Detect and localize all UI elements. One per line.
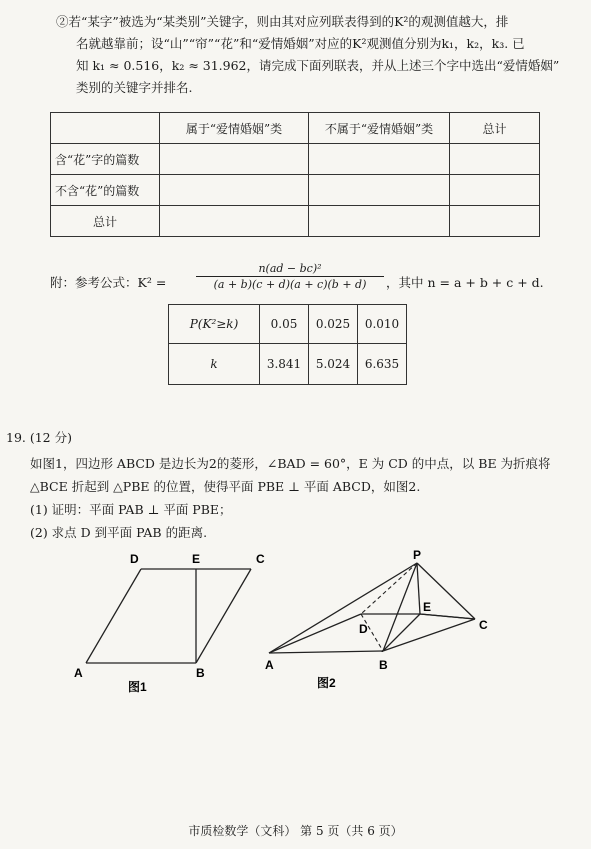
table-row: [51, 175, 540, 206]
table-row-label: P(K²≥k): [169, 305, 260, 344]
vertex-label-A: A: [265, 658, 274, 672]
table-cell: 6.635: [358, 344, 407, 385]
part2-line-1: ②若“某字”被选为“某类别”关键字，则由其对应列联表得到的K²的观测值越大，排: [56, 14, 509, 29]
part2-line-4: 类别的关键字并排名.: [76, 80, 193, 95]
table-row-label: 总计: [51, 206, 160, 237]
edge-CB: [196, 569, 251, 663]
edge-AB: [269, 651, 383, 653]
vertex-label-B: B: [196, 666, 205, 680]
page-footer: 市质检数学（文科） 第 5 页（共 6 页）: [188, 824, 403, 838]
table-row: [51, 206, 540, 237]
vertex-label-E: E: [423, 600, 432, 614]
part2-line-2: 名就越靠前；设“山”“帘”“花”和“爱情婚姻”对应的K²观测值分别为k₁，k₂，k₃. 已: [76, 36, 525, 51]
table-row-label: k: [169, 344, 260, 385]
vertex-label-D: D: [130, 552, 139, 566]
table-cell: [51, 113, 160, 144]
edge-EC: [420, 614, 475, 619]
question-19-line-1: 如图1，四边形 ABCD 是边长为2的菱形，∠BAD = 60°，E 为 CD 的中点，以 BE 为折痕将: [30, 456, 551, 471]
table-row-label: 含“花”字的篇数: [51, 144, 160, 175]
table-cell: [309, 175, 450, 206]
question-19-part-1: (1) 证明：平面 PAB ⊥ 平面 PBE；: [30, 502, 232, 517]
question-19-header: 19. (12 分): [6, 430, 72, 445]
figure-1-caption: 图1: [128, 680, 147, 694]
figure-2-folded-solid: [255, 545, 515, 695]
edge-AD: [269, 614, 361, 653]
edge-BP: [383, 563, 417, 651]
vertex-label-C: C: [479, 618, 488, 632]
formula-denominator: (a + b)(c + d)(a + c)(b + d): [213, 278, 367, 291]
table-cell: 5.024: [309, 344, 358, 385]
table-row: [51, 144, 540, 175]
vertex-label-E: E: [192, 552, 201, 566]
table-cell: 0.025: [309, 305, 358, 344]
formula-fraction: [196, 262, 384, 291]
table-cell: [309, 144, 450, 175]
table-cell: [160, 175, 309, 206]
table-cell: [450, 175, 540, 206]
question-19-part-2: (2) 求点 D 到平面 PAB 的距离.: [30, 525, 208, 540]
figure-2-caption: 图2: [317, 676, 336, 690]
table-row: [51, 113, 540, 144]
table-cell: [160, 144, 309, 175]
table-row: [169, 305, 407, 344]
table-cell: 0.05: [260, 305, 309, 344]
table-row: [169, 344, 407, 385]
vertex-label-B: B: [379, 658, 388, 672]
vertex-label-C: C: [256, 552, 265, 566]
table-row-label: 不含“花”的篇数: [51, 175, 160, 206]
table-cell: 3.841: [260, 344, 309, 385]
edge-BC: [383, 619, 475, 651]
part2-line-3: 知 k₁ ≈ 0.516，k₂ ≈ 31.962，请完成下面列联表，并从上述三个字中选出“爱情婚姻”: [76, 58, 560, 73]
question-19-line-2: △BCE 折起到 △PBE 的位置，使得平面 PBE ⊥ 平面 ABCD，如图2.: [30, 479, 421, 494]
vertex-label-P: P: [413, 548, 422, 562]
edge-AD: [86, 569, 141, 663]
table-header: 不属于“爱情婚姻”类: [309, 113, 450, 144]
table-header: 总计: [450, 113, 540, 144]
formula-suffix: ，其中 n = a + b + c + d.: [386, 275, 544, 290]
table-cell: [450, 144, 540, 175]
table-cell: [309, 206, 450, 237]
edge-BE: [383, 614, 420, 651]
critical-value-table: [168, 304, 407, 385]
formula-numerator: n(ad − bc)²: [196, 262, 384, 277]
vertex-label-D: D: [359, 622, 368, 636]
vertex-label-A: A: [74, 666, 83, 680]
table-cell: [160, 206, 309, 237]
edge-PD-hidden: [361, 563, 417, 614]
reference-formula: [50, 262, 570, 298]
formula-prefix: 附：参考公式：K² =: [50, 275, 167, 290]
table-cell: 0.010: [358, 305, 407, 344]
edge-PE: [417, 563, 420, 614]
table-cell: [450, 206, 540, 237]
table-header: 属于“爱情婚姻”类: [160, 113, 309, 144]
contingency-table: [50, 112, 540, 237]
